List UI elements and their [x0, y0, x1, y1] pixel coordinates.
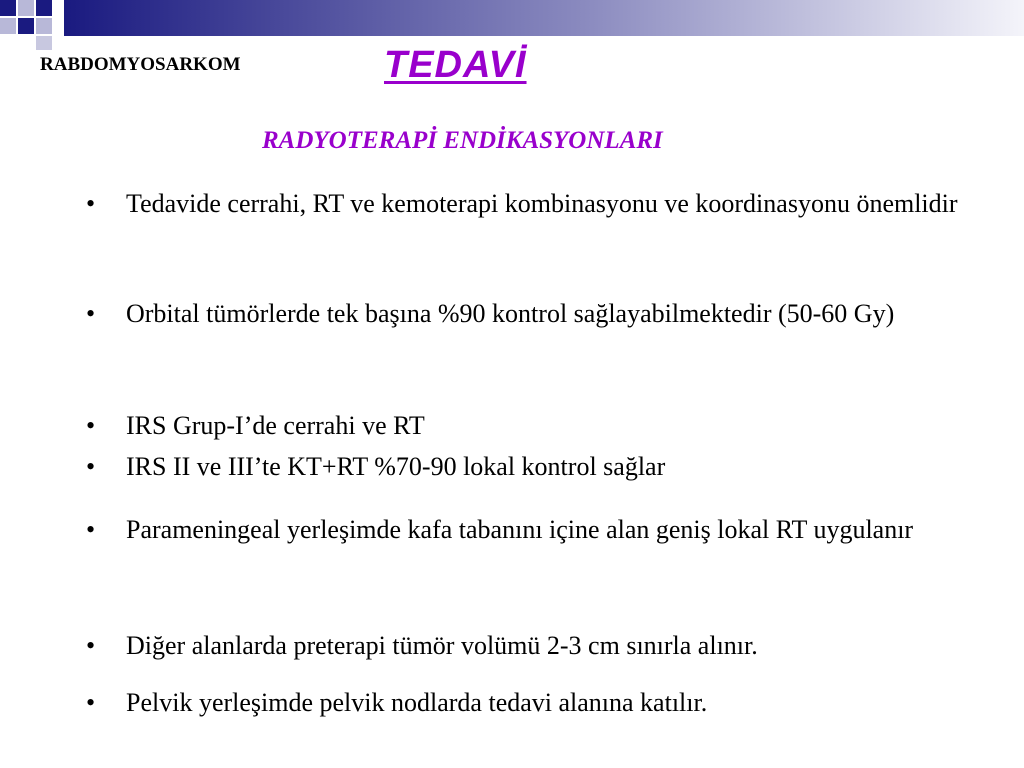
bullet-icon: •	[86, 299, 96, 328]
bullet-icon: •	[86, 688, 96, 717]
bullet-text: Pelvik yerleşimde pelvik nodlarda tedavi alanına katılır.	[126, 688, 708, 717]
bullet-icon: •	[86, 631, 96, 660]
bullet-icon: •	[86, 452, 96, 481]
bullet-text: IRS II ve III’te KT+RT %70-90 lokal kontrol sağlar	[126, 452, 666, 481]
bullet-text: Orbital tümörlerde tek başına %90 kontrol sağlayabilmektedir (50-60 Gy)	[126, 299, 895, 328]
bullet-text: Tedavide cerrahi, RT ve kemoterapi kombinasyonu ve koordinasyonu önemlidir	[126, 189, 958, 218]
section-label: RABDOMYOSARKOM	[40, 54, 241, 75]
bullet-text: Diğer alanlarda preterapi tümör volümü 2-3 cm sınırla alınır.	[126, 631, 758, 660]
slide-subtitle: RADYOTERAPİ ENDİKASYONLARI	[262, 127, 663, 154]
bullet-text: Parameningeal yerleşimde kafa tabanını içine alan geniş lokal RT uygulanır	[126, 515, 914, 544]
bullet-text: IRS Grup-I’de cerrahi ve RT	[126, 411, 425, 440]
bullet-icon: •	[86, 515, 96, 544]
slide-title: TEDAVİ	[384, 44, 527, 86]
decorative-header-band	[0, 0, 1024, 50]
bullet-icon: •	[86, 189, 96, 218]
bullet-icon: •	[86, 411, 96, 440]
